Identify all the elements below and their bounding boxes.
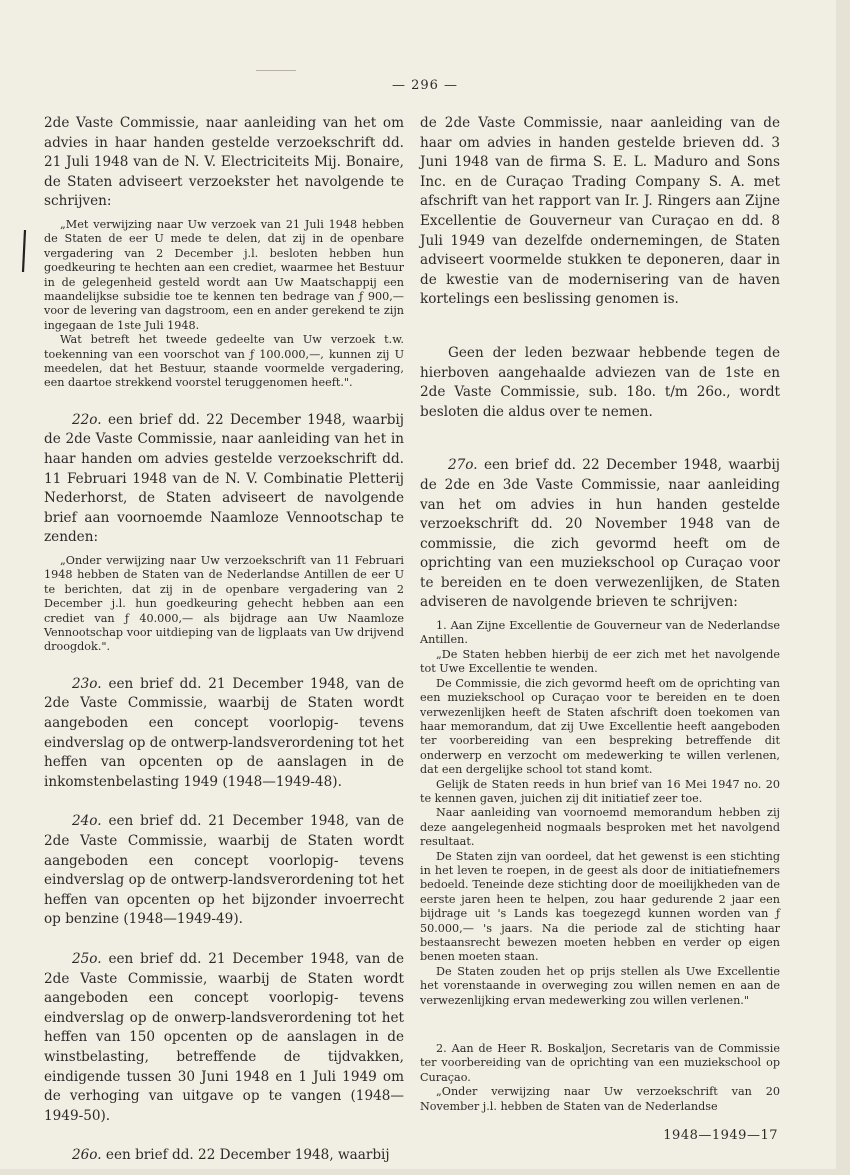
item-number: 23o. [72,675,102,692]
quoted-letter: „Onder verwijzing naar Uw verzoekschrift van 20 November j.l. hebben de Staten van de Nederlandse [420,1085,780,1113]
right-column [420,114,780,1114]
quoted-letter: „Met verwijzing naar Uw verzoek van 21 Juli 1948 hebben de Staten de eer U mede te delen, dat zij in de openbare vergadering van 2 December j.l. besloten hebben hun goedkeuring te hechten aan een crediet, waarmee het Bestuur in de gelegenheid gesteld wordt aan Uw Maatschappij een maandelijkse subsidie toe te kennen ten bedrage van ƒ 900,— voor de levering van dagstroom, een en ander gerekend te zijn ingegaan de 1ste Juli 1948. [44,217,404,332]
agenda-item-24 [44,812,404,930]
paragraph: de 2de Vaste Commissie, naar aanleiding van de haar om advies in handen gestelde brieven dd. 3 Juni 1948 van de firma S. E. L. Maduro and Sons Inc. en de Curaçao Trading Company S. A. met afschrift van het rapport van Ir. J. Ringers aan Zijne Excellentie de Gouverneur van Curaçao en dd. 8 Juli 1949 van dezelfde ondernemingen, de Staten adviseert voormelde stukken te deponeren, daar in de kwestie van de modernisering van de haven kortelings een beslissing genomen is. [420,115,780,308]
quoted-letter: „De Staten hebben hierbij de eer zich met het navolgende tot Uwe Excellentie te wenden. [420,647,780,676]
page-edge-bottom [0,1169,850,1175]
letter-heading: 2. Aan de Heer R. Boskaljon, Secretaris van de Commissie ter voorbereiding van de oprichting van een muziekschool op Curaçao. [420,1042,780,1084]
agenda-item-25 [44,950,404,1126]
agenda-item-23 [44,675,404,793]
item-number: 26o. [72,1147,102,1164]
item-number: 27o. [448,457,478,474]
quoted-letter: De Staten zijn van oordeel, dat het gewenst is een stichting in het leven te roepen, in de geest als door de initiatiefnemers bedoeld. Teneinde deze stichting door de moeilijkheden van de eerste jaren heen te helpen, zou haar gedurende 2 jaar een bijdrage uit 's Lands kas toegezegd kunnen worden van ƒ 50.000,— 's jaars. Na die periode zal de stichting haar bestaansrecht bewezen moeten hebben en verder op eigen benen moeten staan. [420,849,780,964]
item-text: een brief dd. 22 December 1948, waarbij de 2de en 3de Vaste Commissie, naar aanleiding van het om advies in hun handen gestelde verzoekschrift dd. 20 November 1948 van de commissie, die zich gevormd heeft om de oprichting van een muziekschool op Curaçao voor te bereiden en te doen verwezenlijken, de Staten adviseren de navolgende brieven te schrijven: [420,457,780,611]
item-text: een brief dd. 22 December 1948, waarbij [105,1147,390,1164]
letter-heading: 1. Aan Zijne Excellentie de Gouverneur van de Nederlandse Antillen. [420,619,780,647]
page-edge [836,0,850,1175]
paragraph: 2de Vaste Commissie, naar aanleiding van het om advies in haar handen gestelde verzoekschrift dd. 21 Juli 1948 van de N. V. Electriciteits Mij. Bonaire, de Staten adviseert verzoekster het navolgende te schrijven: [44,115,404,210]
agenda-item-27 [420,456,780,613]
quoted-letter: Gelijk de Staten reeds in hun brief van 16 Mei 1947 no. 20 te kennen gaven, juichen zij dit initiatief zeer toe. [420,777,780,805]
quoted-letter: Naar aanleiding van voornoemd memorandum hebben zij deze aangelegenheid nogmaals besproken met het navolgend resultaat. [420,806,780,849]
item-text: een brief dd. 22 December 1948, waarbij de 2de Vaste Commissie, naar aanleiding van het in haar handen om advies gestelde verzoekschrift dd. 11 Februari 1948 van de N. V. Combinatie Pletterij Nederhorst, de Staten adviseert de navolgende brief aan voornoemde Naamloze Vennootschap te zenden: [44,411,404,546]
quoted-letter: De Commissie, die zich gevormd heeft om de oprichting van een muziekschool op Curaçao voor te bereiden en te doen verwezenlijken heeft de Staten afschrift doen toekomen van haar memorandum, dat zij Uwe Excellentie heeft aangeboden ter voorbereiding van een bespreking betreffende dit onderwerp en verzocht om medewerking te willen verlenen, dat een dergelijke school tot stand komt. [420,676,780,777]
item-number: 25o. [72,950,102,967]
item-text: een brief dd. 21 December 1948, van de 2de Vaste Commissie, waarbij de Staten wordt aangeboden een concept voorlopig- tevens eindverslag op de onwerp-landsverordening tot het heffen van 150 opcenten op de aanslagen in de winstbelasting, betreffende de tijdvakken, eindigende tussen 30 Juni 1948 en 1 Juli 1949 om de verhoging van uitgave op te vangen (1948—1949-50). [44,950,404,1124]
page-number: — 296 — [391,78,459,93]
quoted-letter: Wat betreft het tweede gedeelte van Uw verzoek t.w. toekenning van een voorschot van ƒ 100.000,—, kunnen zij U meedelen, dat het Bestuur, staande voormelde vergadering, een daartoe strekkend voorstel teruggenomen heeft.". [44,333,404,390]
margin-bracket-icon [18,228,28,274]
item-number: 24o. [72,813,102,830]
left-column [44,114,404,1166]
item-text: een brief dd. 21 December 1948, van de 2de Vaste Commissie, waarbij de Staten wordt aangeboden een concept voorlopig- tevens eindverslag op de ontwerp-landsverordening tot het heffen van opcenten op het bijzonder invoerrecht op benzine (1948—1949-49). [44,813,404,928]
item-text: een brief dd. 21 December 1948, van de 2de Vaste Commissie, waarbij de Staten wordt aangeboden een concept voorlopig- tevens eindverslag op de ontwerp-landsverordening tot het heffen van opcenten op de aanslagen in de inkomstenbelasting 1949 (1948—1949-48). [44,675,404,790]
agenda-item-26 [44,1146,404,1166]
decision-paragraph: Geen der leden bezwaar hebbende tegen de hierboven aangehaalde adviezen van de 1ste en 2de Vaste Commissie, sub. 18o. t/m 26o., wordt besloten die aldus over te nemen. [420,344,780,420]
quoted-letter: De Staten zouden het op prijs stellen als Uwe Excellentie het vorenstaande in overweging zou willen nemen en aan de verwezenlijking ervan medewerking zou willen verlenen." [420,964,780,1007]
agenda-item-22 [44,411,404,548]
document-footer-code: 1948—1949—17 [663,1128,778,1143]
quoted-letter: „Onder verwijzing naar Uw verzoekschrift van 11 Februari 1948 hebben de Staten van de Nederlandse Antillen de eer U te berichten, dat zij in de openbare vergadering van 2 December j.l. hun goedkeuring gehecht hebben aan een crediet van ƒ 40.000,— als bijdrage aan Uw Naamloze Vennootschap voor uitdieping van de ligplaats van Uw drijvend droogdok.". [44,554,404,654]
item-number: 22o. [72,411,102,428]
pencil-mark [256,70,296,71]
